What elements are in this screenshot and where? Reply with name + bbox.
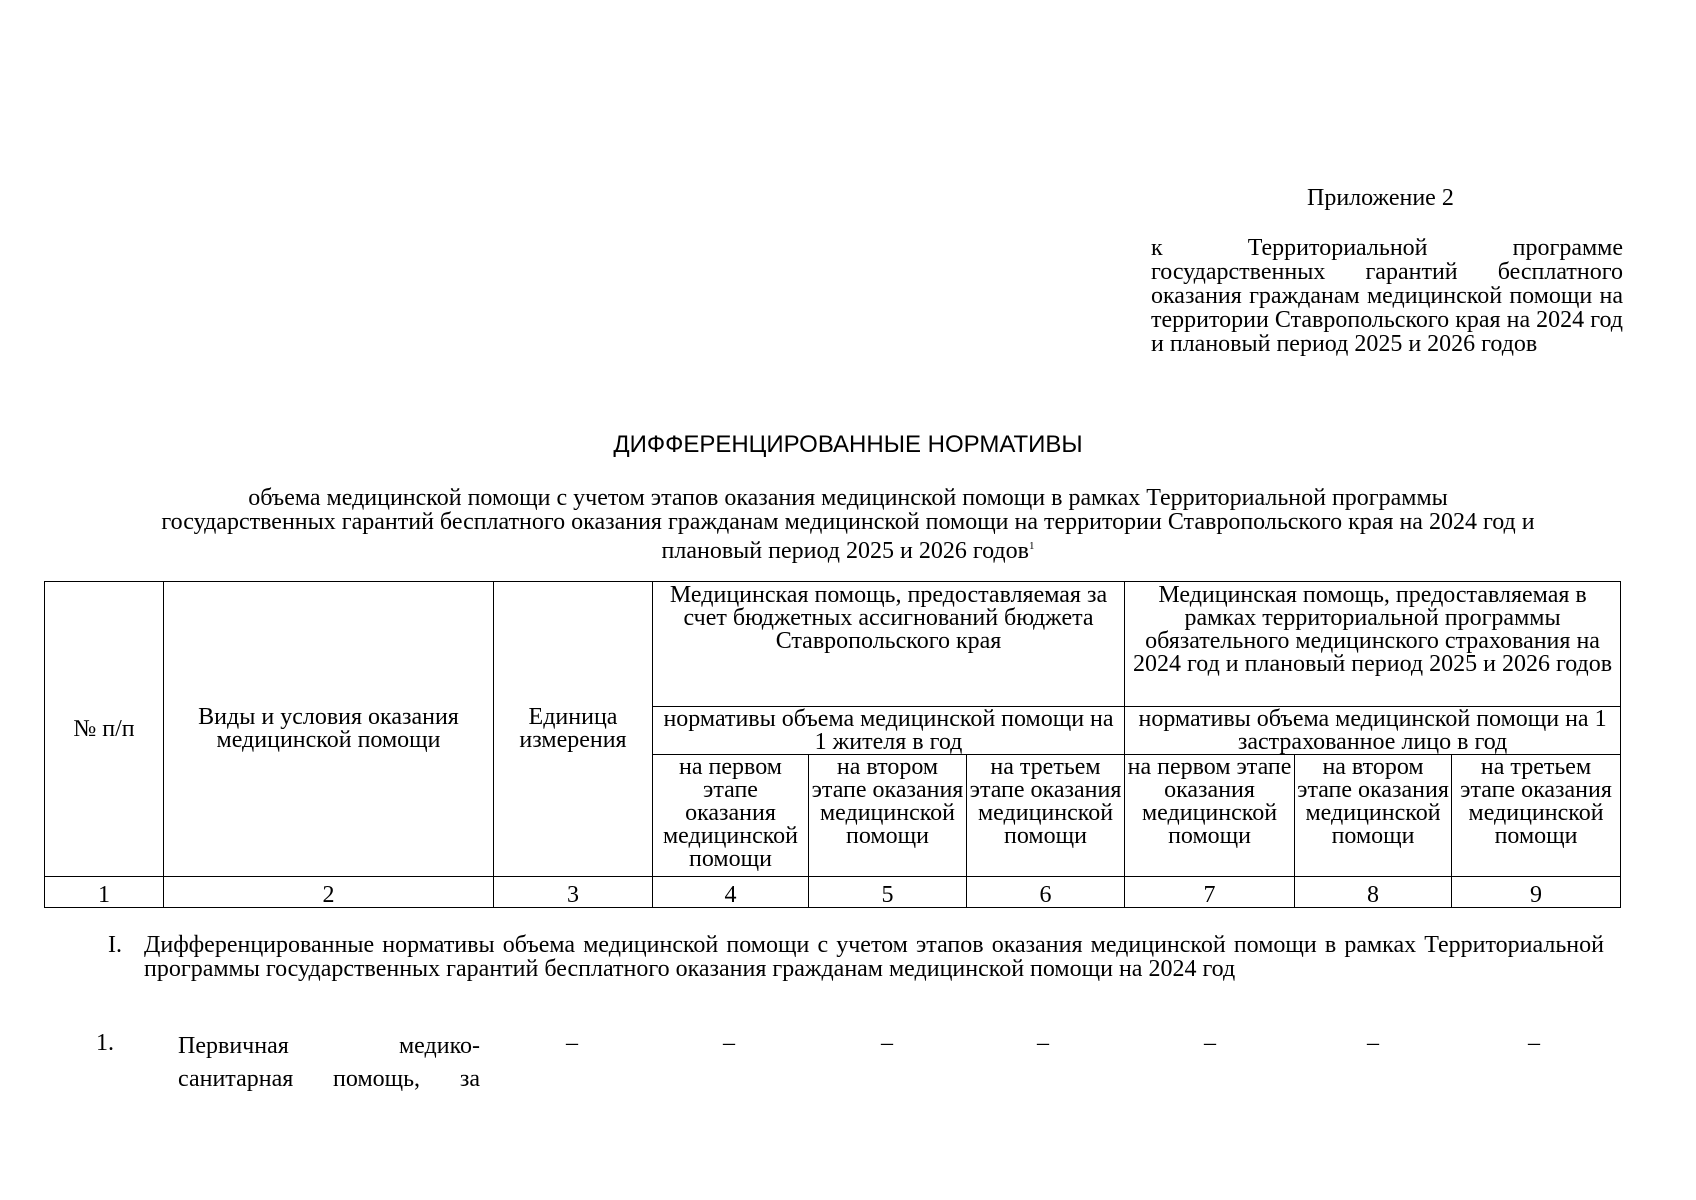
header-col-type: Виды и условия оказания медицинской помощи — [164, 582, 494, 877]
row-value: – — [1037, 1030, 1049, 1056]
header-stage-1-oms: на первом этапе оказания медицинской помощи — [1125, 755, 1295, 877]
row-value: – — [1528, 1030, 1540, 1056]
section-text: Дифференцированные нормативы объема медицинской помощи с учетом этапов оказания медицинской помощи в рамках Территориальной программы государственных гарантий бесплатного оказания гражданам медицинской помощи на 2024 год — [144, 932, 1604, 982]
appendix-title: Приложение 2 — [1307, 185, 1454, 211]
row-value: – — [881, 1030, 893, 1056]
column-number: 6 — [967, 877, 1125, 908]
row-name: Первичная медико-санитарная помощь, за — [178, 1033, 480, 1092]
column-number: 9 — [1452, 877, 1621, 908]
header-stage-3-oms: на третьем этапе оказания медицинской помощи — [1452, 755, 1621, 877]
document-subtitle — [160, 486, 1536, 563]
document-title: ДИФФЕРЕНЦИРОВАННЫЕ НОРМАТИВЫ — [613, 431, 1083, 458]
header-col-number: № п/п — [45, 582, 164, 877]
document-subtitle-text: объема медицинской помощи с учетом этапов оказания медицинской помощи в рамках Территориальной программы государственных гарантий бесплатного оказания гражданам медицинской помощи на территории Ставропольского края на 2024 год и плановый период 2025 и 2026 годов — [161, 485, 1535, 564]
column-number: 5 — [809, 877, 967, 908]
footnote-marker: 1 — [1028, 540, 1035, 552]
column-number: 8 — [1295, 877, 1452, 908]
row-value: – — [723, 1030, 735, 1056]
row-value: – — [1367, 1030, 1379, 1056]
normatives-table — [44, 581, 1621, 908]
header-stage-1-budget: на первом этапе оказания медицинской помощи — [653, 755, 809, 877]
header-stage-2-oms: на втором этапе оказания медицинской помощи — [1295, 755, 1452, 877]
section-heading — [108, 933, 1604, 981]
column-number: 1 — [45, 877, 164, 908]
header-sub-budget: нормативы объема медицинской помощи на 1 жителя в год — [653, 707, 1125, 755]
column-number: 2 — [164, 877, 494, 908]
column-number: 4 — [653, 877, 809, 908]
row-value: – — [1204, 1030, 1216, 1056]
header-sub-oms: нормативы объема медицинской помощи на 1 застрахованное лицо в год — [1125, 707, 1621, 755]
appendix-reference: к Территориальной программе государственных гарантий бесплатного оказания гражданам медицинской помощи на территории Ставропольского края на 2024 год и плановый период 2025 и 2026 годов — [1151, 235, 1623, 357]
header-group-budget: Медицинская помощь, предоставляемая за счет бюджетных ассигнований бюджета Ставропольского края — [653, 582, 1125, 707]
row-value: – — [566, 1030, 578, 1056]
column-number: 7 — [1125, 877, 1295, 908]
header-col-unit: Единица измерения — [494, 582, 653, 877]
header-group-oms: Медицинская помощь, предоставляемая в рамках территориальной программы обязательного медицинского страхования на 2024 год и плановый период 2025 и 2026 годов — [1125, 582, 1621, 707]
row-number: 1. — [96, 1030, 114, 1056]
column-number: 3 — [494, 877, 653, 908]
header-stage-3-budget: на третьем этапе оказания медицинской помощи — [967, 755, 1125, 877]
header-stage-2-budget: на втором этапе оказания медицинской помощи — [809, 755, 967, 877]
section-number: I. — [108, 932, 122, 958]
